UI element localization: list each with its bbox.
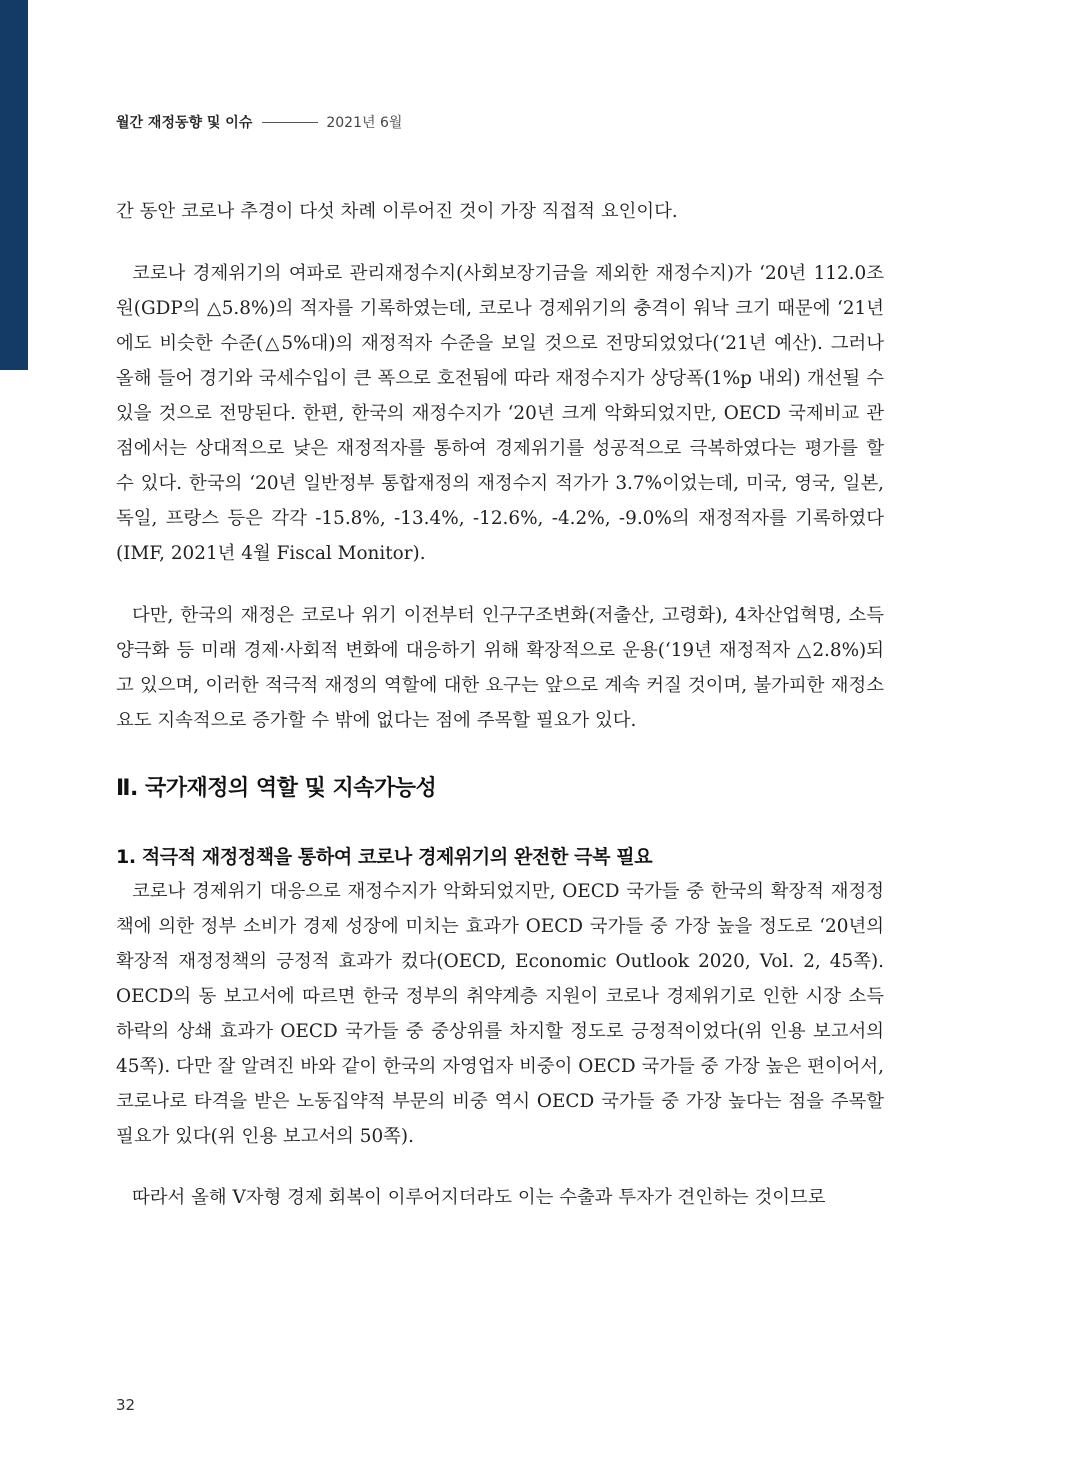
body-paragraph: 코로나 경제위기 대응으로 재정수지가 악화되었지만, OECD 국가들 중 한국의 확장적 재정정책에 의한 정부 소비가 경제 성장에 미치는 효과가 OECD 국가들 중 가장 높을 정도로 ‘20년의 확장적 재정정책의 긍정적 효과가 컸다(OECD, Economic Outlook 2020, Vol. 2, 45쪽). OECD의 동 보고서에 따르면 한국 정부의 취약계층 지원이 코로나 경제위기로 인한 시장 소득 하락의 상쇄 효과가 OECD 국가들 중 중상위를 차지할 정도로 긍정적이었다(위 인용 보고서의 45쪽). 다만 잘 알려진 바와 같이 한국의 자영업자 비중이 OECD 국가들 중 가장 높은 편이어서, 코로나로 타격을 받은 노동집약적 부문의 비중 역시 OECD 국가들 중 가장 높다는 점을 주목할 필요가 있다(위 인용 보고서의 50쪽).: [116, 881, 884, 1147]
header-rule: [262, 122, 318, 123]
side-accent-bar: [0, 0, 28, 370]
body-paragraph: 따라서 올해 V자형 경제 회복이 이루어지더라도 이는 수출과 투자가 견인하는 것이므로: [132, 1187, 826, 1208]
subsection-heading: 1. 적극적 재정정책을 통하여 코로나 경제위기의 완전한 극복 필요: [116, 846, 653, 868]
body-paragraph: 코로나 경제위기의 여파로 관리재정수지(사회보장기금을 제외한 재정수지)가 ‘20년 112.0조원(GDP의 △5.8%)의 적자를 기록하였는데, 코로나 경제위기의 충격이 워낙 크기 때문에 ‘21년에도 비슷한 수준(△5%대)의 재정적자 수준을 보일 것으로 전망되었었다(‘21년 예산). 그러나 올해 들어 경기와 국세수입이 큰 폭으로 호전됨에 따라 재정수지가 상당폭(1%p 내외) 개선될 수 있을 것으로 전망된다. 한편, 한국의 재정수지가 ‘20년 크게 악화되었지만, OECD 국제비교 관점에서는 상대적으로 낮은 재정적자를 통하여 경제위기를 성공적으로 극복하였다는 평가를 할 수 있다. 한국의 ‘20년 일반정부 통합재정의 재정수지 적가가 3.7%이었는데, 미국, 영국, 일본, 독일, 프랑스 등은 각각 -15.8%, -13.4%, -12.6%, -4.2%, -9.0%의 재정적자를 기록하였다(IMF, 2021년 4월 Fiscal Monitor).: [116, 263, 884, 564]
page-number: 32: [116, 1396, 136, 1414]
running-header: [116, 112, 402, 132]
body-paragraph: 간 동안 코로나 추경이 다섯 차례 이루어진 것이 가장 직접적 요인이다.: [116, 201, 678, 222]
body-paragraph: 다만, 한국의 재정은 코로나 위기 이전부터 인구구조변화(저출산, 고령화), 4차산업혁명, 소득양극화 등 미래 경제·사회적 변화에 대응하기 위해 확장적으로 운용(‘19년 재정적자 △2.8%)되고 있으며, 이러한 적극적 재정의 역할에 대한 요구는 앞으로 계속 커질 것이며, 불가피한 재정소요도 지속적으로 증가할 수 밖에 없다는 점에 주목할 필요가 있다.: [116, 605, 884, 731]
page-body: [116, 194, 884, 1215]
publication-title: 월간 재정동향 및 이슈: [116, 115, 253, 131]
section-heading: Ⅱ. 국가재정의 역할 및 지속가능성: [116, 776, 437, 801]
publication-date: 2021년 6월: [326, 115, 403, 131]
